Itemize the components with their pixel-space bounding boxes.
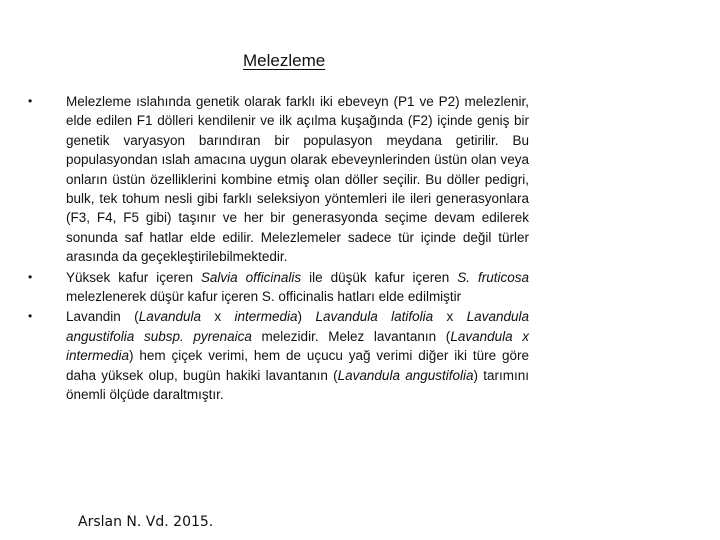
bullet-marker-icon: • [28, 94, 33, 108]
species-name: Salvia officinalis [200, 269, 302, 285]
bullet-text-segment: ) tarımını önemli ölçüde daraltmıştır. [66, 367, 529, 403]
bullet-text [66, 270, 529, 304]
bullet-text [66, 94, 529, 264]
bullet-text-segment: ) hem çiçek verimi, hem de uçucu yağ verimi diğer iki türe göre daha yüksek olup, bugün hakiki lavantanın ( [66, 348, 529, 383]
bullet-text-segment: x [433, 309, 467, 325]
species-name: Lavandula latifolia [315, 309, 434, 325]
bullet-text-segment: melezlenerek düşür kafur içeren S. officinalis hatları elde edilmiştir [66, 289, 462, 305]
bullet-text-segment: Yüksek kafur içeren [66, 269, 201, 285]
bullet-item-lavandin [28, 307, 529, 404]
species-name: S. fruticosa [457, 269, 529, 285]
bullet-list [28, 92, 529, 406]
source-citation: Arslan N. Vd. 2015. [78, 514, 214, 530]
bullet-text-segment: melezidir. Melez lavantanın ( [251, 328, 451, 344]
bullet-marker-icon: • [28, 269, 33, 284]
bullet-text-segment: x [201, 309, 235, 325]
species-name: Lavandula angustifolia subsp. pyrenaica [66, 309, 529, 344]
bullet-text-segment: Lavandin ( [66, 309, 139, 325]
slide-title: Melezleme [243, 51, 326, 70]
species-name: intermedia [234, 309, 298, 325]
bullet-text-segment: ) [297, 309, 316, 325]
bullet-item-hybridization [28, 92, 529, 267]
species-name: Lavandula angustifolia [337, 367, 474, 383]
species-name: Lavandula x intermedia [66, 328, 530, 364]
bullet-marker-icon: • [28, 309, 33, 324]
bullet-text-segment: ile düşük kafur içeren [301, 269, 458, 285]
bullet-item-salvia [28, 268, 529, 307]
bullet-text [66, 309, 529, 402]
species-name: Lavandula [138, 309, 201, 325]
bullet-text-segment: Melezleme ıslahında genetik olarak farklı iki ebeveyn (P1 ve P2) melezlenir, elde edilen F1 dölleri kendilenir ve ilk açılma kuşağında (F2) içinde geniş bir genetik varyasyon barındıran bir populasyon meydana getirilir. Bu populasyondan ıslah amacına uygun olarak ebeveynlerinden üstün olan veya onların üstün özelliklerini kombine etmiş olan döller seçilir. Bu döller pedigri, bulk, tek tohum nesli gibi farklı seleksiyon yöntemleri ile ileri generasyonlara (F3, F4, F5 gibi) taşınır ve her bir generasyonda seçime devam edilerek sonunda saf hatlar elde edilir. Melezlemeler sadece tür içinde değil türler arasında da geçekleştirilebilmektedir. [66, 94, 529, 265]
